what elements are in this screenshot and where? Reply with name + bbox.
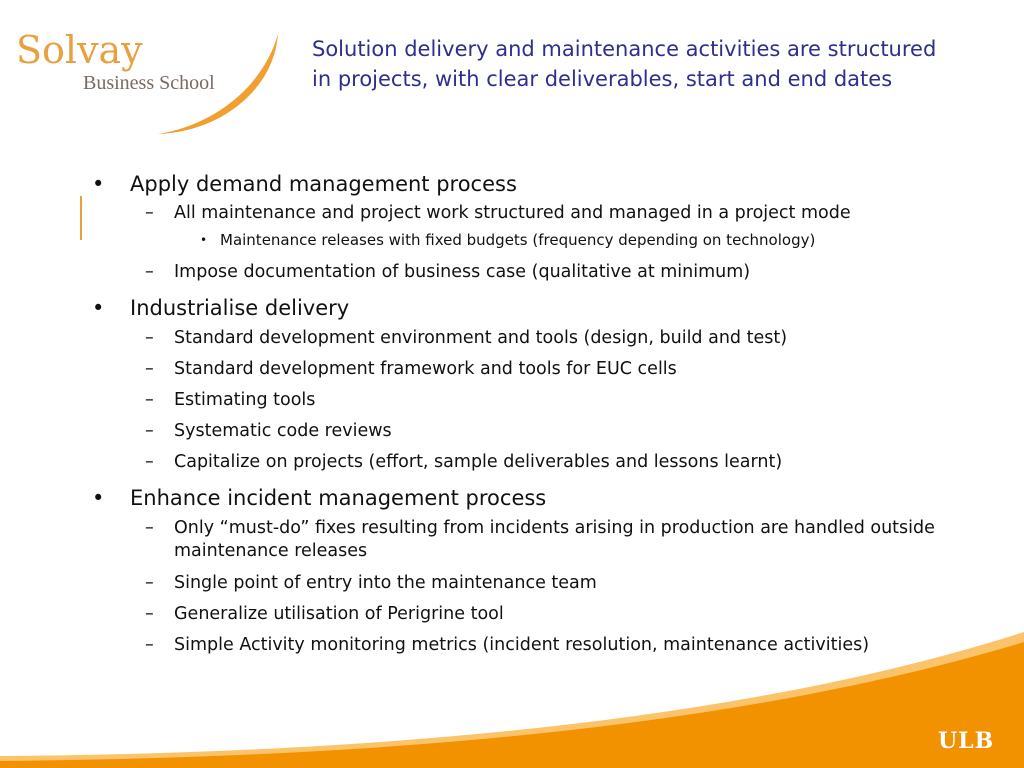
dash-marker: – (145, 262, 154, 282)
dash-marker: – (145, 421, 154, 441)
slide-content (0, 170, 1024, 665)
sub-item-text: Impose documentation of business case (qualitative at minimum) (174, 262, 751, 282)
bullet-text: Enhance incident management process (130, 486, 547, 510)
sub-item-text: Capitalize on projects (effort, sample deliverables and lessons learnt) (174, 452, 783, 472)
sub-item (0, 572, 1024, 603)
sub-item (0, 327, 1024, 358)
dash-marker: – (145, 573, 154, 593)
sub-item-text: All maintenance and project work structured and managed in a project mode (174, 203, 851, 223)
dash-marker: – (145, 390, 154, 410)
sub-item-text: Single point of entry into the maintenance team (174, 573, 597, 593)
sub-item (0, 202, 1024, 230)
slide-title: Solution delivery and maintenance activities are structured in projects, with clear deliverables, start and end dates (312, 37, 937, 91)
logo-arc-icon (150, 30, 290, 140)
sub-item-text: Generalize utilisation of Perigrine tool (174, 604, 504, 624)
footer-swoosh (0, 620, 1024, 768)
bullet-marker: • (92, 296, 105, 320)
logo-brand: Solvay (16, 28, 143, 72)
sub-item (0, 261, 1024, 294)
dash-marker: – (145, 203, 154, 223)
sub-item (0, 517, 1024, 572)
dash-marker: – (145, 359, 154, 379)
logo-subtitle: Business School (83, 72, 215, 94)
sub-sub-item (0, 230, 1024, 261)
bullet-marker: • (92, 486, 105, 510)
solvay-logo (0, 0, 300, 150)
sub-item-text: Standard development framework and tools for EUC cells (174, 359, 677, 379)
small-bullet-marker: • (200, 233, 208, 247)
sub-item-text: Estimating tools (174, 390, 316, 410)
sub-item (0, 358, 1024, 389)
dash-marker: – (145, 635, 154, 655)
bullet-2 (0, 294, 1024, 327)
sub-sub-item-text: Maintenance releases with fixed budgets (frequency depending on technology) (220, 231, 816, 249)
sub-item-text: Only “must-do” fixes resulting from incidents arising in production are handled outside maintenance releases (174, 518, 935, 561)
sub-item-text: Systematic code reviews (174, 421, 392, 441)
sub-item (0, 389, 1024, 420)
ulb-logo: ULB (938, 728, 995, 754)
sub-item (0, 451, 1024, 484)
bullet-text: Industrialise delivery (130, 296, 350, 320)
bullet-3 (0, 484, 1024, 517)
dash-marker: – (145, 328, 154, 348)
bullet-marker: • (92, 172, 105, 196)
bullet-text: Apply demand management process (130, 172, 517, 196)
dash-marker: – (145, 452, 154, 472)
dash-marker: – (145, 604, 154, 624)
sub-item-text: Simple Activity monitoring metrics (incident resolution, maintenance activities) (174, 635, 870, 655)
dash-marker: – (145, 518, 154, 538)
bullet-1 (0, 170, 1024, 202)
sub-item-text: Standard development environment and tools (design, build and test) (174, 328, 788, 348)
sub-item (0, 420, 1024, 451)
